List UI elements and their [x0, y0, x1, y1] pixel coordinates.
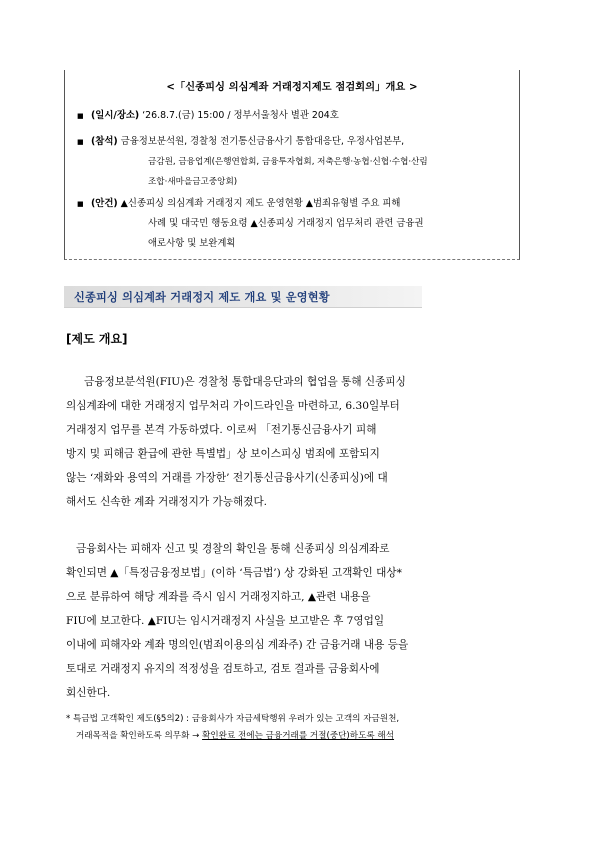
paragraph-line: 않는 ‘재화와 용역의 거래를 가장한’ 전기통신금융사기(신종피싱)에 대 — [66, 472, 388, 484]
square-bullet-icon: ■ — [77, 200, 84, 208]
section-heading — [64, 286, 422, 308]
paragraph-line: 금융회사는 피해자 신고 및 경찰의 확인을 통해 신종피싱 의심계좌로 — [76, 543, 390, 555]
footnote-line: * 특금법 고객확인 제도(§5의2) : 금융회사가 자금세탁행위 우려가 있는 고객의 자금원천, — [66, 714, 400, 724]
paragraph-line: FIU에 보고한다. ▲FIU는 임시거래정지 사실을 보고받은 후 7영업일 — [66, 615, 385, 627]
footnote-emphasis: 확인완료 전에는 금융거래를 거절(중단)하도록 해석 — [202, 731, 395, 741]
square-bullet-icon: ■ — [77, 112, 84, 120]
paragraph-line: 해서도 신속한 계좌 거래정지가 가능해졌다. — [66, 496, 268, 508]
paragraph-line: 의심계좌에 대한 거래정지 업무처리 가이드라인을 마련하고, 6.30일부터 — [66, 400, 400, 412]
overview-title: <「신종피싱 의심계좌 거래정지제도 점검회의」개요 > — [166, 82, 418, 93]
paragraph-line: 확인되면 ▲「특정금융정보법」(이하 ‘특금법’) 상 강화된 고객확인 대상* — [66, 567, 402, 579]
meeting-overview-box — [64, 70, 520, 260]
paragraph-line: 거래정지 업무를 본격 가동하였다. 이로써 「전기통신금융사기 피해 — [66, 424, 377, 436]
overview-item-text: ‘26.8.7.(금) 15:00 / 정부서울청사 별관 204호 — [142, 110, 339, 121]
square-bullet-icon: ■ — [77, 138, 84, 146]
section-heading-text: 신종피싱 의심계좌 거래정지 제도 개요 및 운영현황 — [74, 291, 330, 304]
paragraph-line: 방지 및 피해금 환급에 관한 특별법」상 보이스피싱 범죄에 포함되지 — [66, 448, 380, 460]
overview-item-text: 금감원, 금융업계(은행연합회, 금융투자협회, 저축은행·농협·신협·수협·산림 — [148, 157, 428, 167]
paragraph-line: 이내에 피해자와 계좌 명의인(범죄이용의심 계좌주) 간 금융거래 내용 등을 — [66, 639, 409, 651]
subheading: [제도 개요] — [66, 332, 128, 346]
overview-item-label: (일시/장소) — [91, 110, 140, 121]
paragraph-line: 으로 분류하여 해당 계좌를 즉시 임시 거래정지하고, ▲관련 내용을 — [66, 591, 371, 603]
overview-item-text: 금융정보분석원, 경찰청 전기통신금융사기 통합대응단, 우정사업본부, — [120, 136, 405, 147]
paragraph-line: 회신한다. — [66, 687, 111, 699]
overview-item-text: 애로사항 및 보완계획 — [148, 238, 236, 249]
paragraph-line: 금융정보분석원(FIU)은 경찰청 통합대응단과의 협업을 통해 신종피싱 — [84, 376, 406, 388]
paragraph-line: 토대로 거래정지 유지의 적정성을 검토하고, 검토 결과를 금융회사에 — [66, 663, 380, 675]
footnote-line: 거래목적을 확인하도록 의무화 → — [76, 731, 200, 741]
overview-item-label: (안건) — [91, 198, 118, 209]
overview-item-text: 사례 및 대국민 행동요령 ▲신종피싱 거래정지 업무처리 관련 금융권 — [148, 218, 424, 229]
overview-item-text: 조합·새마을금고중앙회) — [148, 177, 238, 187]
overview-item-label: (참석) — [91, 136, 118, 147]
overview-item-text: ▲신종피싱 의심계좌 거래정지 제도 운영현황 ▲범죄유형별 주요 피해 — [120, 198, 401, 209]
